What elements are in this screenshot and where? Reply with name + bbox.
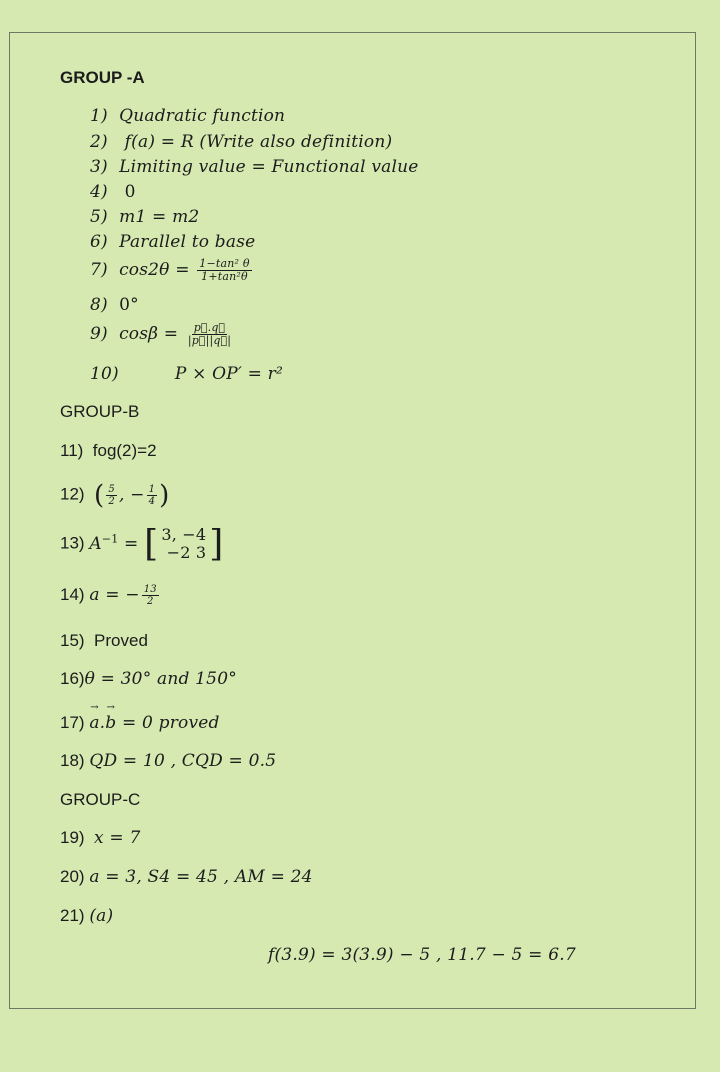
answer-17: 17) → a.→ b = 0 proved <box>60 713 220 733</box>
answer-5: 5) m1 = m2 <box>90 207 200 227</box>
vector-b: → b <box>105 713 116 733</box>
answer-4: 4) 0 <box>90 182 136 202</box>
inverse-matrix: 3, −4 −2 3 <box>161 525 207 562</box>
answer-15: 15) Proved <box>60 631 148 650</box>
answer-6: 6) Parallel to base <box>90 232 256 252</box>
answer-3: 3) Limiting value = Functional value <box>90 157 419 177</box>
answer-7: 7) cos2θ = $\frac{\text{1−tan² θ}}{\text{1+tan²θ}}$ <box>90 257 250 283</box>
answer-16: 16)θ = 30° and 150° <box>60 669 237 689</box>
answer-12: 12) ( $\frac{5}{2}$ , − $\frac{1}{4}$ ) <box>60 480 170 510</box>
answer-20: 20) a = 3, S4 = 45 , AM = 24 <box>60 867 313 887</box>
answer-9: 9) cosβ = $\frac{p⃗.q⃗}{|p⃗||q⃗|}$ <box>90 321 232 347</box>
answer-sheet-border <box>9 32 696 1009</box>
group-a-title: GROUP -A <box>60 68 145 87</box>
group-c-title: GROUP-C <box>60 790 141 809</box>
vector-a: → a <box>89 713 99 733</box>
answer-14: 14) a = − $\frac{13}{2}$ <box>60 584 157 607</box>
answer-13: 13) $A^{-1}$ = [ 3, −4 −2 3 ] <box>60 523 224 564</box>
answer-21-working: f(3.9) = 3(3.9) − 5 , 11.7 − 5 = 6.7 <box>268 945 576 965</box>
dot-product-fraction: $\frac{p⃗.q⃗}{|p⃗||q⃗|}$ <box>187 321 232 347</box>
answer-10: 10) P × OP′ = r² <box>90 364 283 384</box>
answer-2: 2) f(a) = R (Write also definition) <box>90 132 393 152</box>
answer-11: 11) fog(2)=2 <box>60 441 157 460</box>
tan-fraction: $\frac{\text{1−tan² θ}}{\text{1+tan²θ}}$ <box>199 257 250 283</box>
answer-8: 8) 0° <box>90 295 139 315</box>
answer-18: 18) QD = 10 , CQD = 0.5 <box>60 751 277 771</box>
answer-21: 21) (a) <box>60 906 114 926</box>
answer-1: 1) Quadratic function <box>90 106 286 126</box>
group-b-title: GROUP-B <box>60 402 140 421</box>
answer-19: 19) x = 7 <box>60 828 141 848</box>
